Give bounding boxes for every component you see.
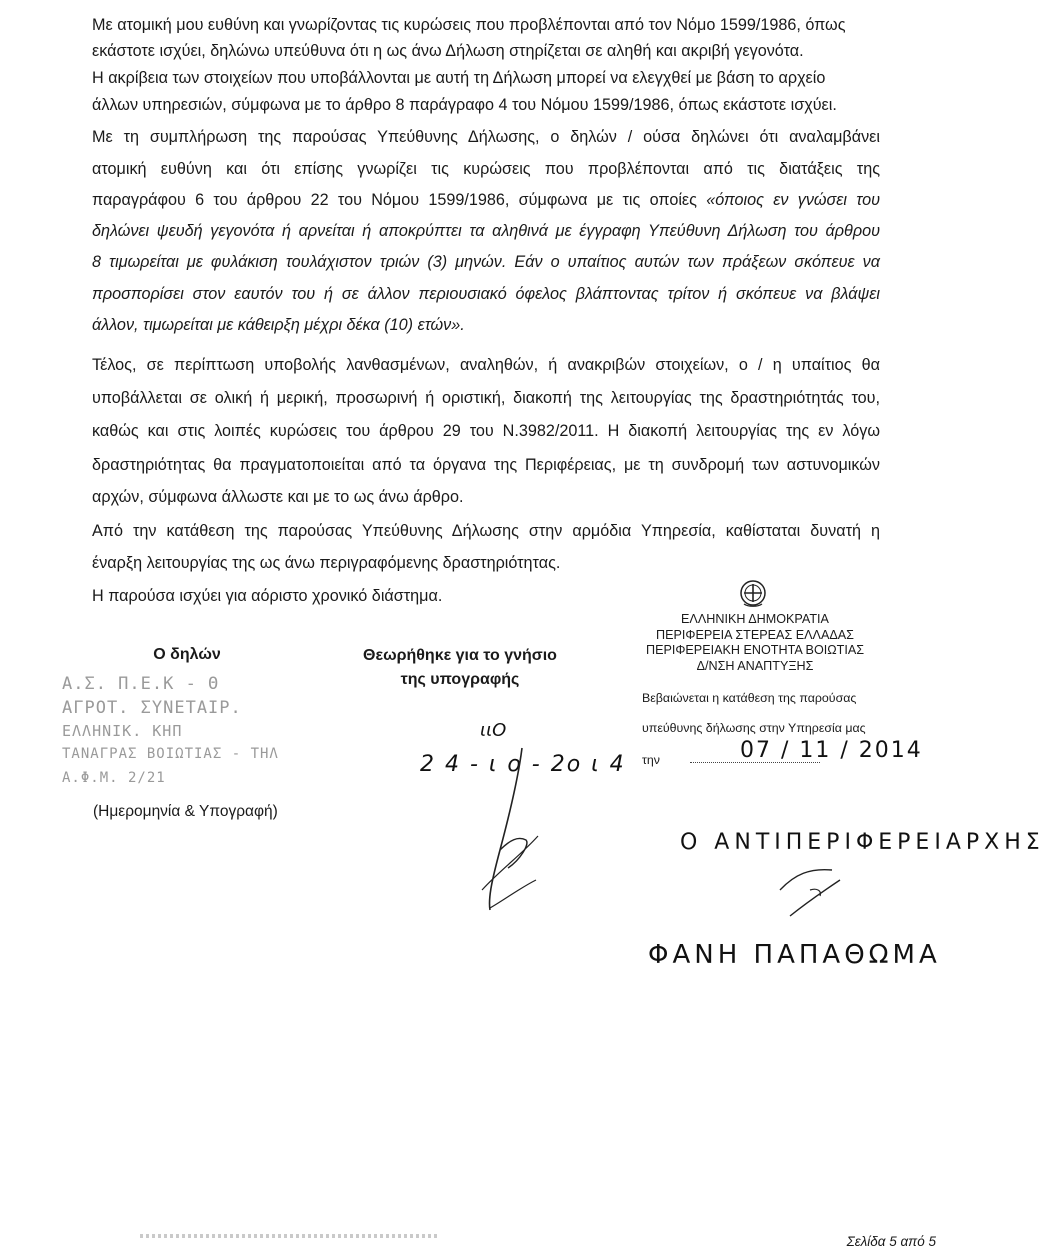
stamp-line: ΑΓΡΟΤ. ΣΥΝΕΤΑΙΡ. bbox=[62, 698, 242, 718]
accuracy-line: Η ακρίβεια των στοιχείων που υποβάλλονται με αυτή τη Δήλωση μπορεί να ελεγχθεί με βάση το αρχείο bbox=[92, 69, 826, 87]
liability-quote-line: δηλώνει ψευδή γεγονότα ή αρνείται ή αποκρύπτει τα αληθινά με έγγραφη Υπεύθυνη Δήλωση του άρθρου bbox=[92, 222, 880, 240]
accuracy-line: άλλων υπηρεσιών, σύμφωνα με το άρθρο 8 παράγραφο 4 του Νόμου 1599/1986, όπως εκάστοτε ισχύει. bbox=[92, 96, 837, 114]
official-name: ΦΑΝΗ ΠΑΠΑΘΩΜΑ bbox=[648, 940, 941, 970]
start-line: έναρξη λειτουργίας της ως άνω περιγραφόμενης δραστηριότητας. bbox=[92, 554, 561, 572]
penalty-line: αρχών, σύμφωνα άλλωστε και με το ως άνω άρθρο. bbox=[92, 488, 464, 506]
declaration-line: εκάστοτε ισχύει, δηλώνω υπεύθυνα ότι η ως άνω Δήλωση στηρίζεται σε αληθή και ακριβή γεγονότα. bbox=[92, 42, 804, 60]
authority-header bbox=[630, 612, 880, 674]
page-number: Σελίδα 5 από 5 bbox=[846, 1234, 936, 1249]
verify-title-line: Θεωρήθηκε για το γνήσιο bbox=[363, 647, 557, 664]
authority-line: ΕΛΛΗΝΙΚΗ ΔΗΜΟΚΡΑΤΙΑ bbox=[681, 612, 829, 626]
liability-line bbox=[92, 190, 880, 210]
penalty-line: δραστηριότητας θα πραγματοποιείται από τα όργανα της Περιφέρειας, με τη συνδρομή των αστυνομικών bbox=[92, 456, 880, 474]
liability-quote: «όποιος εν γνώσει του bbox=[706, 191, 880, 209]
authority-line: ΠΕΡΙΦΕΡΕΙΑ ΣΤΕΡΕΑΣ ΕΛΛΑΔΑΣ bbox=[656, 627, 854, 642]
start-line: Από την κατάθεση της παρούσας Υπεύθυνης Δήλωσης στην αρμόδια Υπηρεσία, καθίσταται δυνατή η bbox=[92, 522, 880, 540]
liability-line: ατομική ευθύνη και ότι επίσης γνωρίζει τις κυρώσεις που προβλέπονται από τις διατάξεις της bbox=[92, 160, 880, 178]
penalty-line: καθώς και στις λοιπές κυρώσεις του άρθρου 29 του Ν.3982/2011. Η διακοπή λειτουργίας της εν λόγω bbox=[92, 422, 880, 440]
authority-line: ΠΕΡΙΦΕΡΕΙΑΚΗ ΕΝΟΤΗΤΑ ΒΟΙΩΤΙΑΣ bbox=[645, 643, 865, 657]
penalty-line: Τέλος, σε περίπτωση υποβολής λανθασμένων, αναληθών, ή ανακριβών στοιχείων, ο / η υπαίτιος θα bbox=[92, 356, 880, 374]
verify-signature-icon bbox=[460, 740, 550, 920]
verify-hand-date: 2 4 - ι ο - 2ο ι 4 bbox=[420, 752, 626, 777]
verify-title bbox=[340, 644, 580, 692]
liability-quote-line: άλλον, τιμωρείται με κάθειρξη μέχρι δέκα (10) ετών». bbox=[92, 316, 465, 334]
verify-hand-number: ιιΟ bbox=[480, 720, 507, 741]
stamp-line: ΤΑΝΑΓΡΑΣ ΒΟΙΩΤΙΑΣ - ΤΗΛ bbox=[62, 746, 279, 762]
confirm-hand-date: 07 / 11 / 2014 bbox=[740, 738, 923, 763]
declaration-line: Με ατομική μου ευθύνη και γνωρίζοντας τις κυρώσεις που προβλέπονται από τον Νόμο 1599/1986, όπως bbox=[92, 16, 846, 34]
confirm-prefix: την bbox=[642, 753, 660, 767]
stamp-line: Α.Σ. Π.Ε.Κ - Θ bbox=[62, 674, 220, 694]
official-signature-icon bbox=[770, 860, 850, 920]
penalty-line: υποβάλλεται σε ολική ή μερική, προσωρινή ή οριστική, διακοπή της λειτουργίας της δραστηριότητάς του, bbox=[92, 389, 880, 407]
stamp-line: ΕΛΛΗΝΙΚ. ΚΗΠ bbox=[62, 722, 183, 740]
authority-line: Δ/ΝΣΗ ΑΝΑΠΤΥΞΗΣ bbox=[696, 658, 814, 673]
confirm-text: Βεβαιώνεται η κατάθεση της παρούσας bbox=[642, 691, 857, 705]
liability-quote-line: προσπορίσει στον εαυτόν του ή σε άλλον περιουσιακό όφελος βλάπτοντας τρίτον ή σκόπευε να βλάψει bbox=[92, 285, 880, 303]
coat-of-arms-icon bbox=[738, 578, 768, 608]
confirm-text: υπεύθυνης δήλωσης στην Υπηρεσία μας bbox=[642, 721, 866, 735]
declarant-title: Ο δηλών bbox=[153, 646, 221, 663]
scan-artifact bbox=[140, 1234, 440, 1238]
validity-line: Η παρούσα ισχύει για αόριστο χρονικό διάστημα. bbox=[92, 587, 443, 605]
liability-text: παραγράφου 6 του άρθρου 22 του Νόμου 1599/1986, σύμφωνα με τις οποίες bbox=[92, 191, 697, 209]
liability-line: Με τη συμπλήρωση της παρούσας Υπεύθυνης Δήλωσης, ο δηλών / ούσα δηλώνει ότι αναλαμβάνει bbox=[92, 128, 880, 146]
verify-title-line: της υπογραφής bbox=[400, 671, 520, 688]
liability-quote-line: 8 τιμωρείται με φυλάκιση τουλάχιστον τριών (3) μηνών. Εάν ο υπαίτιος αυτών των πράξεων σκόπευε να bbox=[92, 253, 880, 271]
stamp-line: Α.Φ.Μ. 2/21 bbox=[62, 770, 166, 786]
declarant-note: (Ημερομηνία & Υπογραφή) bbox=[93, 803, 278, 820]
official-role: Ο ΑΝΤΙΠΕΡΙΦΕΡΕΙΑΡΧΗΣ bbox=[680, 830, 1045, 855]
